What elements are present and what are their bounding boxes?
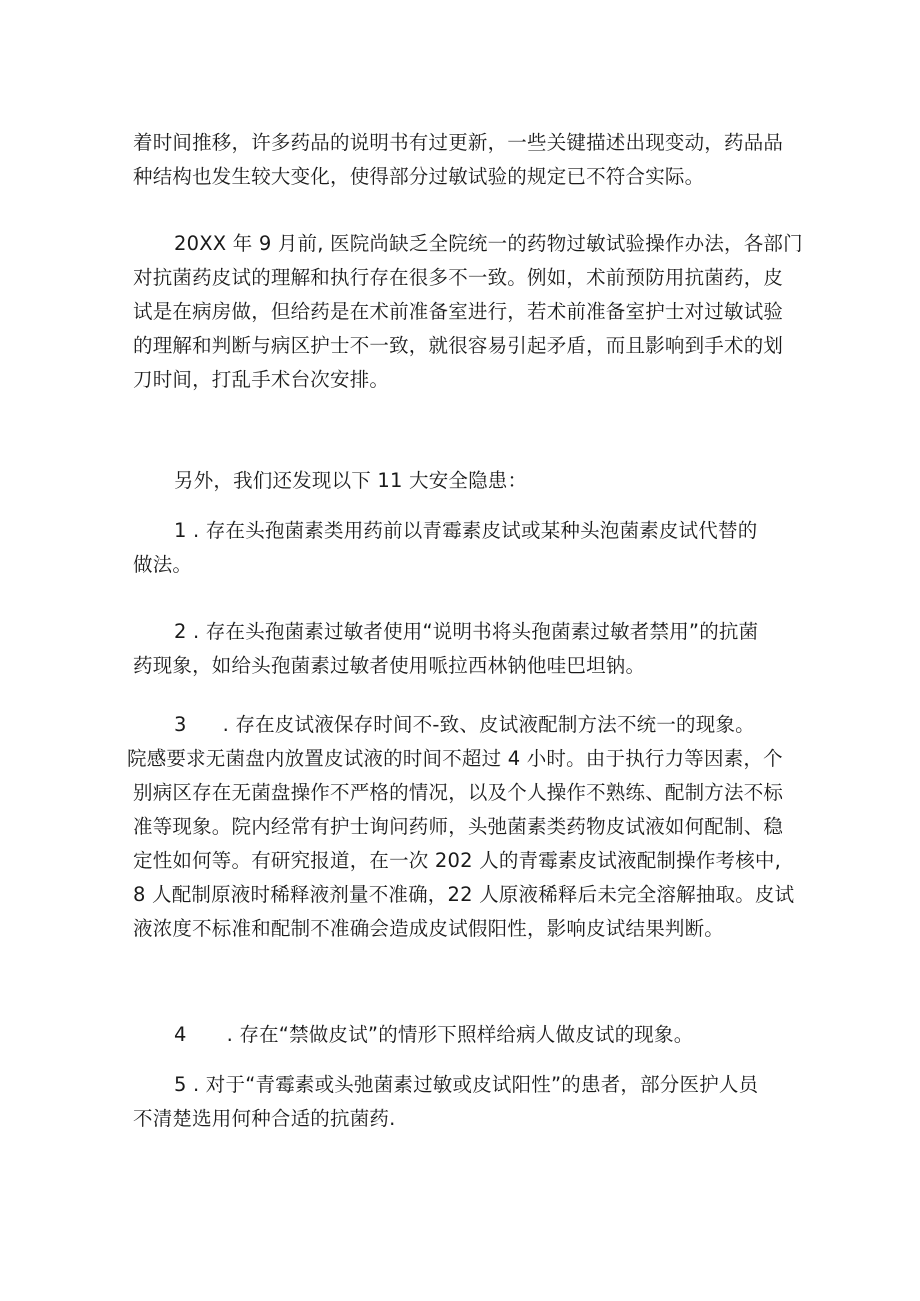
text-line [133, 1018, 793, 1052]
text-line: 准等现象。院内经常有护士询问药师，头弛菌素类药物皮试液如何配制、稳 [133, 815, 784, 838]
paragraph-2 [133, 227, 803, 397]
text-line: 20XX 年 9 月前, 医院尚缺乏全院统一的药物过敏试验操作办法，各部门 [174, 232, 803, 255]
text-line: 做法。 [133, 553, 193, 576]
text-line: 刀时间，打乱手术台次安排。 [133, 368, 390, 391]
item-text: . 存在皮试液保存时间不-致、皮试液配制方法不统一的现象。 [222, 713, 755, 736]
text-line: 8 人配制原液时稀释液剂量不准确，22 人原液稀释后未完全溶解抽取。皮试 [133, 883, 795, 906]
item-number: 3 [174, 713, 187, 736]
text-line: 1 . 存在头孢菌素类用药前以青霉素皮试或某种头泡菌素皮试代替的 [174, 519, 758, 542]
paragraph-1 [133, 126, 793, 194]
list-item-4 [133, 1018, 793, 1052]
item-number: 4 [174, 1023, 187, 1046]
list-item-2 [133, 615, 793, 683]
item-text: . 存在“禁做皮试”的情形下照样给病人做皮试的现象。 [226, 1023, 694, 1046]
paragraph-3 [133, 464, 793, 498]
text-line: 液浓度不标准和配制不准确会造成皮试假阳性，影响皮试结果判断。 [133, 917, 725, 940]
text-line: 不清楚选用何种合适的抗菌药. [133, 1107, 396, 1130]
text-line: 试是在病房做，但给药是在术前准备室进行，若术前准备室护士对过敏试验 [133, 300, 784, 323]
text-line: 5 . 对于“青霉素或头弛菌素过敏或皮试阳性”的患者，部分医护人员 [174, 1073, 759, 1096]
text-line: 对抗菌药皮试的理解和执行存在很多不一致。例如，术前预防用抗菌药，皮 [133, 266, 784, 289]
text-line: 院感要求无菌盘内放置皮试液的时间不超过 4 小时。由于执行力等因素，个 [127, 747, 783, 770]
text-line: 2 . 存在头孢菌素过敏者使用“说明书将头孢菌素过敏者禁用”的抗菌 [174, 620, 759, 643]
text-line: 着时间推移，许多药品的说明书有过更新，一些关键描述出现变动，药品品 [133, 131, 784, 154]
text-line: 药现象，如给头孢菌素过敏者使用哌拉西林钠他哇巴坦钠。 [133, 654, 646, 677]
list-item-5 [133, 1068, 793, 1136]
list-item-3 [127, 708, 795, 946]
text-line: 的理解和判断与病区护士不一致，就很容易引起矛盾，而且影响到手术的划 [133, 334, 784, 357]
text-line: 别病区存在无菌盘操作不严格的情况，以及个人操作不熟练、配制方法不标 [133, 781, 784, 804]
text-line: 种结构也发生较大变化，使得部分过敏试验的规定已不符合实际。 [133, 165, 705, 188]
text-line [133, 708, 793, 742]
text-line: 另外，我们还发现以下 11 大安全隐患： [174, 469, 528, 492]
list-item-1 [133, 514, 793, 582]
text-line: 定性如何等。有研究报道，在一次 202 人的青霉素皮试液配制操作考核中, [133, 849, 782, 872]
